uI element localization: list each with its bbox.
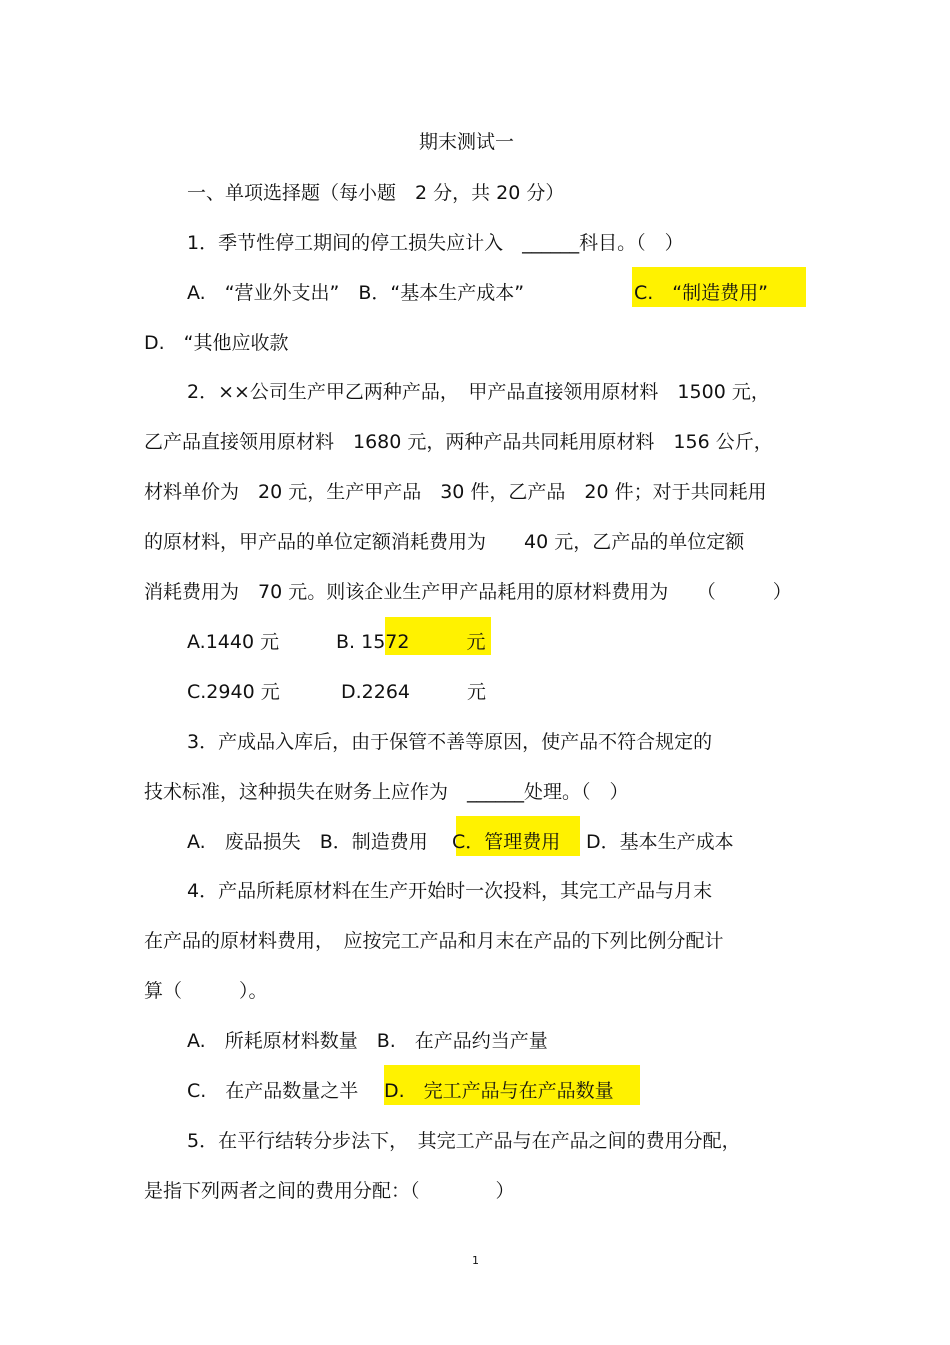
question-2-line-1: 2．××公司生产甲乙两种产品， 甲产品直接领用原材料 1500 元， <box>187 381 770 403</box>
question-4-line-1: 4．产品所耗原材料在生产开始时一次投料，其完工产品与月末 <box>187 880 713 902</box>
question-3-line-1: 3．产成品入库后，由于保管不善等原因，使产品不符合规定的 <box>187 731 713 753</box>
question-4-option-d: D. 完工产品与在产品数量 <box>384 1080 614 1102</box>
question-1-option-ab: A. “营业外支出” B．“基本生产成本” <box>187 282 525 304</box>
question-4-line-3: 算（ ）。 <box>144 980 268 1002</box>
page-title: 期末测试一 <box>419 131 515 153</box>
question-5-line-1: 5．在平行结转分步法下， 其完工产品与在产品之间的费用分配， <box>187 1130 741 1152</box>
question-4-option-ab: A. 所耗原材料数量 B. 在产品约当产量 <box>187 1030 548 1052</box>
question-3-line-2: 技术标准，这种损失在财务上应作为 ______处理。（ ） <box>144 781 629 803</box>
question-1-option-c: C. “制造费用” <box>634 282 768 304</box>
question-2-option-a: A.1440 元 <box>187 631 280 653</box>
question-2-option-c: C.2940 元 <box>187 681 280 703</box>
question-2-line-3: 材料单价为 20 元，生产甲产品 30 件，乙产品 20 件；对于共同耗用 <box>144 481 767 503</box>
page-number: 1 <box>472 1254 479 1267</box>
question-2-option-d: D.2264 元 <box>341 681 487 703</box>
question-3-option-d: D．基本生产成本 <box>586 831 734 853</box>
question-3-option-c: C．管理费用 <box>452 831 561 853</box>
question-2-line-5: 消耗费用为 70 元。则该企业生产甲产品耗用的原材料费用为 （ ） <box>144 581 792 603</box>
question-2-line-2: 乙产品直接领用原材料 1680 元，两种产品共同耗用原材料 156 公斤， <box>144 431 773 453</box>
question-2-option-b: B. 1572 元 <box>336 631 486 653</box>
question-1-option-d: D. “其他应收款 <box>144 332 289 354</box>
question-4-line-2: 在产品的原材料费用， 应按完工产品和月末在产品的下列比例分配计 <box>144 930 724 952</box>
question-2-line-4: 的原材料，甲产品的单位定额消耗费用为 40 元，乙产品的单位定额 <box>144 531 745 553</box>
question-3-option-ab: A. 废品损失 B．制造费用 <box>187 831 428 853</box>
section-heading: 一、单项选择题（每小题 2 分，共 20 分） <box>187 182 565 204</box>
question-1-line-1: 1．季节性停工期间的停工损失应计入 ______科目。（ ） <box>187 232 684 254</box>
question-5-line-2: 是指下列两者之间的费用分配：（ ） <box>144 1180 515 1202</box>
question-4-option-c: C. 在产品数量之半 <box>187 1080 359 1102</box>
